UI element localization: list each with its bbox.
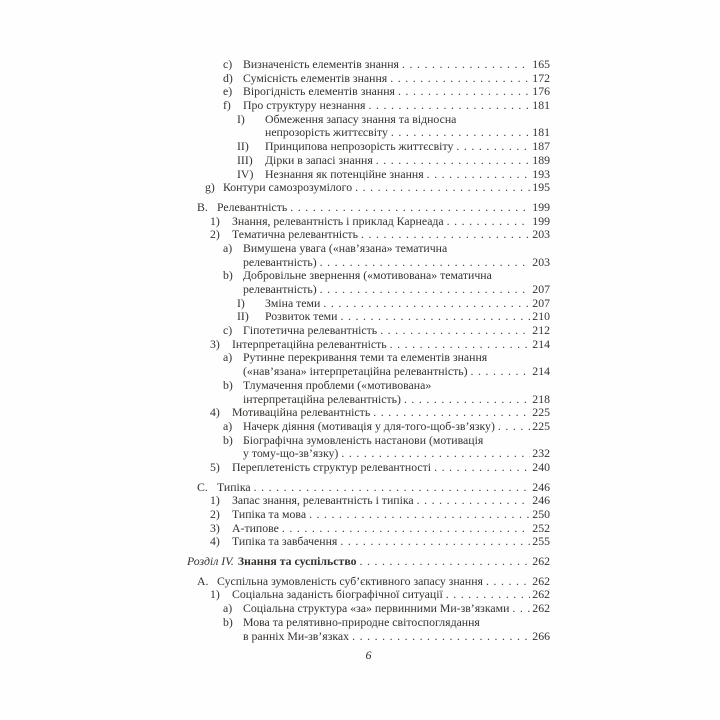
dot-leader xyxy=(349,630,530,644)
toc-entry-page: 207 xyxy=(532,283,550,296)
toc-entry-marker: 4) xyxy=(210,406,220,420)
dot-leader xyxy=(453,140,530,154)
dot-leader xyxy=(373,154,530,168)
toc-entry-page: 172 xyxy=(532,71,550,85)
toc-entry-marker: III) xyxy=(237,153,253,167)
toc-entry-line xyxy=(187,324,550,338)
toc-entry-line xyxy=(187,99,550,113)
dot-leader xyxy=(401,393,530,407)
toc-entry-page: 199 xyxy=(532,214,550,228)
toc-entry-text: Тематична релевантність xyxy=(232,228,358,242)
toc-entry-page: 250 xyxy=(532,508,550,521)
toc-entry-page: 214 xyxy=(532,365,550,379)
toc-entry-text: Принципова непрозорість життєсвіту xyxy=(265,140,454,154)
toc-entry-line xyxy=(187,228,550,242)
toc-entry-page: 189 xyxy=(532,153,550,167)
toc-entry-line xyxy=(187,351,550,365)
dot-leader xyxy=(358,228,530,242)
toc-entry-marker: 2) xyxy=(210,508,220,521)
toc-entry-text: в ранніх Ми-зв’язках xyxy=(243,629,350,643)
dot-leader xyxy=(495,420,530,434)
toc-entry-page: 255 xyxy=(532,535,550,549)
toc-entry-page: 176 xyxy=(532,85,550,99)
toc-entry-marker: Розділ IV. xyxy=(187,555,234,569)
toc-entry-page: 203 xyxy=(532,255,550,269)
toc-entry-marker: a) xyxy=(223,602,233,616)
dot-leader xyxy=(388,126,530,140)
toc-entry-marker: I) xyxy=(237,296,245,310)
dot-leader xyxy=(424,168,530,182)
dot-leader xyxy=(443,588,530,602)
toc-entry-text: інтерпретаційна релевантність) xyxy=(243,392,401,406)
toc-entry-page: 181 xyxy=(532,126,550,140)
toc-entry-marker: b) xyxy=(223,433,233,447)
toc-entry-line xyxy=(187,494,550,508)
toc-entry-text: Вірогідність елементів знання xyxy=(243,85,395,99)
toc-entry-marker: e) xyxy=(223,85,233,99)
toc-entry-line xyxy=(187,338,550,352)
toc-entry-line xyxy=(187,602,550,616)
toc-entry-page: 195 xyxy=(532,181,550,195)
toc-entry-marker: b) xyxy=(223,269,233,283)
toc-entry-text: Дірки в запасі знання xyxy=(265,153,373,167)
toc-entry-text: Інтерпретаційна релевантність xyxy=(232,337,387,351)
toc-entry-text: Знання, релевантність і приклад Карнеада xyxy=(232,214,444,228)
dot-leader xyxy=(483,575,530,589)
table-of-contents xyxy=(187,58,550,643)
toc-entry-line xyxy=(187,242,550,256)
toc-entry-line xyxy=(187,154,550,168)
toc-entry-line xyxy=(187,365,550,379)
toc-entry-page: 187 xyxy=(532,140,550,154)
toc-entry-text: Про структуру незнання xyxy=(243,99,366,113)
toc-entry-marker: 1) xyxy=(210,588,220,602)
toc-entry-line xyxy=(187,126,550,140)
toc-entry-marker: 1) xyxy=(210,494,220,508)
toc-entry-line xyxy=(187,434,550,448)
dot-leader xyxy=(306,508,530,522)
toc-entry-line xyxy=(187,616,550,630)
toc-entry-line xyxy=(187,406,550,420)
toc-entry-page: 214 xyxy=(532,337,550,351)
dot-leader xyxy=(365,99,530,113)
toc-entry-text: Розвиток теми xyxy=(265,310,338,324)
dot-leader xyxy=(387,72,530,86)
dot-leader xyxy=(468,365,530,379)
toc-entry-line xyxy=(187,168,550,182)
dot-leader xyxy=(337,310,530,324)
toc-entry-text: релевантність) xyxy=(243,283,317,296)
toc-entry-line xyxy=(187,393,550,407)
toc-entry-page: 262 xyxy=(532,555,550,569)
toc-entry-line xyxy=(187,379,550,393)
toc-entry-line xyxy=(187,215,550,229)
dot-leader xyxy=(279,522,530,536)
toc-entry-marker: d) xyxy=(223,71,233,85)
toc-entry-text: Запас знання, релевантність і типіка xyxy=(232,494,414,508)
toc-entry-line xyxy=(187,481,550,495)
toc-entry-text: Незнання як потенційне знання xyxy=(265,167,424,181)
toc-entry-text: Соціальна структура «за» первинними Ми-зв’язками xyxy=(243,602,510,616)
toc-entry-line xyxy=(187,201,550,215)
toc-entry-line xyxy=(187,535,550,549)
toc-entry-text: Добровільне звернення («мотивована» тематична xyxy=(243,269,492,283)
dot-leader xyxy=(352,181,530,195)
toc-entry-text: Начерк діяння (мотивація у для-того-щоб-зв’язку) xyxy=(243,419,495,433)
dot-leader xyxy=(287,201,530,215)
toc-entry-text: Мотиваційна релевантність xyxy=(232,406,371,420)
toc-entry-marker: a) xyxy=(223,241,233,255)
dot-leader xyxy=(431,461,530,475)
toc-entry-page: 246 xyxy=(532,494,550,508)
toc-entry-marker: 4) xyxy=(210,535,220,549)
toc-entry-text: («нав’язана» інтерпретаційна релевантність) xyxy=(243,365,468,379)
dot-leader xyxy=(317,283,530,297)
toc-entry-text: Релевантність xyxy=(217,200,288,214)
toc-entry-marker: c) xyxy=(223,58,233,71)
toc-entry-line xyxy=(187,310,550,324)
toc-entry-line xyxy=(187,575,550,589)
toc-entry-text: Контури самозрозумілого xyxy=(223,181,353,195)
toc-entry-page: 252 xyxy=(532,521,550,535)
toc-entry-text: Суспільна зумовленість суб’єктивного запасу знання xyxy=(217,574,483,588)
toc-entry-page: 225 xyxy=(532,419,550,433)
toc-entry-text: Соціальна заданість біографічної ситуації xyxy=(232,588,443,602)
toc-entry-marker: g) xyxy=(205,181,215,195)
toc-entry-marker: I) xyxy=(237,112,245,126)
folio-page-number: 6 xyxy=(365,648,372,662)
toc-entry-marker: 3) xyxy=(210,521,220,535)
toc-entry-marker: a) xyxy=(223,419,233,433)
toc-entry-marker: 2) xyxy=(210,228,220,242)
dot-leader xyxy=(337,535,530,549)
toc-entry-text: Визначеність елементів знання xyxy=(243,58,399,71)
toc-entry-text: Переплетеність структур релевантності xyxy=(232,460,432,474)
dot-leader xyxy=(399,58,530,72)
toc-entry-text: Зміна теми xyxy=(265,296,321,310)
toc-entry-page: 193 xyxy=(532,167,550,181)
toc-entry-page: 207 xyxy=(532,296,550,310)
toc-entry-marker: 1) xyxy=(210,214,220,228)
dot-leader xyxy=(320,297,530,311)
toc-entry-text: Біографічна зумовленість настанови (мотивація xyxy=(243,433,484,447)
toc-entry-page: 262 xyxy=(532,574,550,588)
toc-entry-marker: IV) xyxy=(237,167,254,181)
dot-leader xyxy=(357,555,530,569)
toc-entry-text: непрозорість життєсвіту xyxy=(265,126,388,140)
toc-entry-page: 210 xyxy=(532,310,550,324)
toc-entry-text: Гіпотетична релевантність xyxy=(243,324,378,338)
toc-entry-page: 181 xyxy=(532,99,550,113)
toc-entry-marker: II) xyxy=(237,140,249,154)
toc-entry-marker: b) xyxy=(223,615,233,629)
toc-entry-page: 232 xyxy=(532,447,550,461)
dot-leader xyxy=(377,324,530,338)
toc-entry-text: А-типове xyxy=(232,521,279,535)
toc-entry-page: 199 xyxy=(532,200,550,214)
toc-entry-line xyxy=(187,522,550,536)
toc-entry-line xyxy=(187,140,550,154)
toc-entry-marker: C. xyxy=(197,480,208,494)
toc-entry-page: 203 xyxy=(532,228,550,242)
dot-leader xyxy=(370,406,530,420)
dot-leader xyxy=(387,338,530,352)
toc-entry-text: Типіка та мова xyxy=(232,508,307,521)
toc-entry-page: 266 xyxy=(532,629,550,643)
toc-entry-marker: f) xyxy=(223,99,231,113)
toc-entry-text: Обмеження запасу знання та відносна xyxy=(265,112,457,126)
dot-leader xyxy=(338,447,530,461)
toc-entry-text: Вимушена увага («нав’язана» тематична xyxy=(243,241,448,255)
dot-leader xyxy=(414,494,530,508)
toc-entry-marker: 5) xyxy=(210,460,220,474)
toc-entry-page: 218 xyxy=(532,392,550,406)
toc-entry-marker: II) xyxy=(237,310,249,324)
toc-entry-line xyxy=(187,555,550,569)
toc-entry-text: Типіка xyxy=(217,480,251,494)
dot-leader xyxy=(395,85,530,99)
toc-entry-page: 262 xyxy=(532,588,550,602)
dot-leader xyxy=(317,256,530,270)
toc-entry-page: 225 xyxy=(532,406,550,420)
toc-entry-line xyxy=(187,447,550,461)
toc-entry-line xyxy=(187,256,550,270)
toc-entry-marker: A. xyxy=(197,574,209,588)
toc-entry-text: Знання та суспільство xyxy=(237,555,357,569)
toc-entry-line xyxy=(187,58,550,72)
toc-entry-page: 165 xyxy=(532,58,550,71)
toc-entry-marker: a) xyxy=(223,351,233,365)
toc-entry-line xyxy=(187,72,550,86)
toc-entry-page: 212 xyxy=(532,324,550,338)
dot-leader xyxy=(444,215,530,229)
toc-entry-line xyxy=(187,461,550,475)
toc-entry-marker: B. xyxy=(197,200,208,214)
toc-entry-line xyxy=(187,420,550,434)
toc-entry-marker: b) xyxy=(223,378,233,392)
toc-entry-marker: c) xyxy=(223,324,233,338)
toc-entry-line xyxy=(187,181,550,195)
toc-entry-text: релевантність) xyxy=(243,255,317,269)
toc-entry-text: Мова та релятивно-природне світоспоглядання xyxy=(243,615,480,629)
toc-entry-text: Тлумачення проблеми («мотивована» xyxy=(243,378,432,392)
toc-entry-marker: 3) xyxy=(210,337,220,351)
toc-entry-line xyxy=(187,85,550,99)
toc-entry-line xyxy=(187,508,550,522)
toc-entry-line xyxy=(187,283,550,297)
toc-entry-text: Типіка та завбачення xyxy=(232,535,338,549)
toc-entry-page: 262 xyxy=(532,602,550,616)
toc-entry-line xyxy=(187,297,550,311)
toc-entry-line xyxy=(187,588,550,602)
toc-entry-line xyxy=(187,630,550,644)
toc-entry-line xyxy=(187,269,550,283)
dot-leader xyxy=(251,481,530,495)
toc-entry-line xyxy=(187,113,550,127)
toc-entry-page: 240 xyxy=(532,460,550,474)
dot-leader xyxy=(509,602,530,616)
toc-entry-page: 246 xyxy=(532,480,550,494)
toc-entry-text: Рутинне перекривання теми та елементів знання xyxy=(243,351,488,365)
toc-entry-text: у тому-що-зв’язку) xyxy=(243,447,339,461)
toc-entry-text: Сумісність елементів знання xyxy=(243,71,388,85)
